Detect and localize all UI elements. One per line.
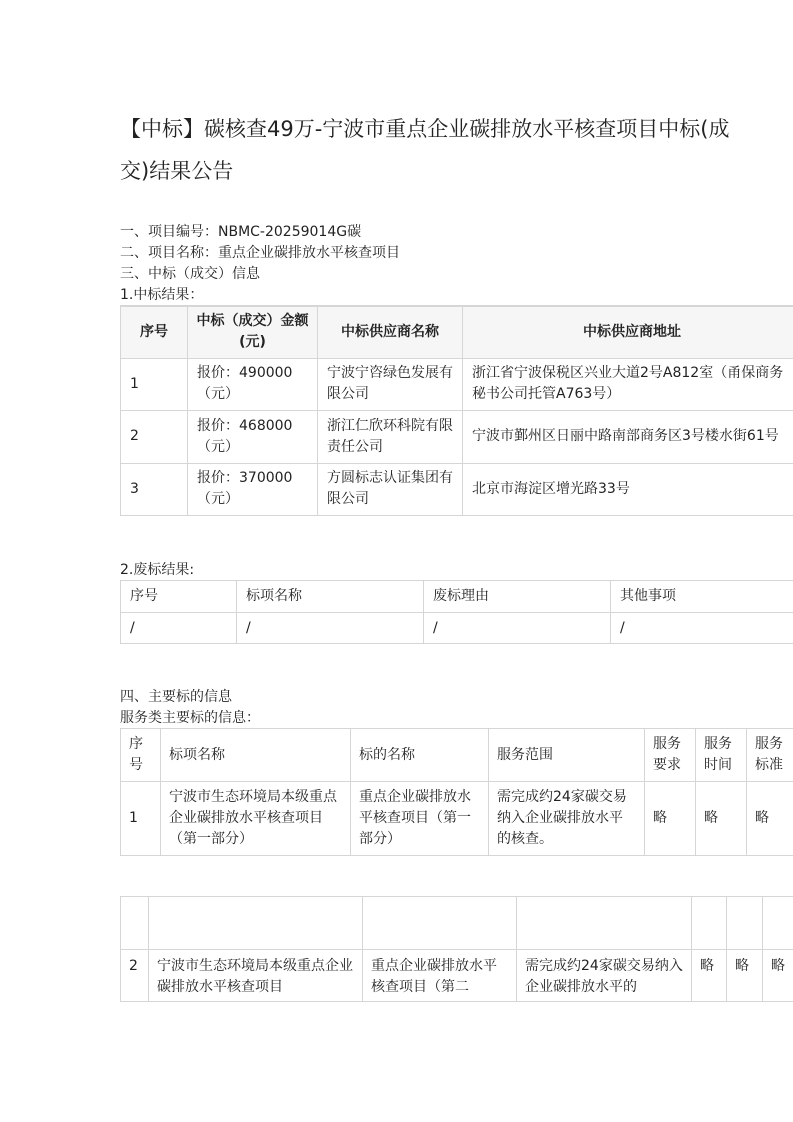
award-info-heading: 三、中标（成交）信息 <box>120 266 260 282</box>
row-index: 3 <box>121 463 188 515</box>
supplier-address: 浙江省宁波保税区兴业大道2号A812室（甬保商务秘书公司托管A763号） <box>463 358 793 410</box>
service-standard: 略 <box>763 950 793 1002</box>
supplier-name: 方圆标志认证集团有限公司 <box>318 463 463 515</box>
bid-amount: 报价：490000（元） <box>188 358 318 410</box>
column-header: 中标（成交）金额(元) <box>188 306 318 358</box>
empty-cell <box>517 897 692 950</box>
supplier-address: 北京市海淀区增光路33号 <box>463 463 793 515</box>
lot-name: 宁波市生态环境局本级重点企业碳排放水平核查项目（第一部分） <box>161 782 351 856</box>
project-number: 一、项目编号：NBMC-20259014G碳 <box>120 224 362 240</box>
main-subject-heading: 四、主要标的信息 <box>120 689 232 705</box>
column-header: 服务范围 <box>489 729 645 782</box>
column-header: 中标供应商名称 <box>318 306 463 358</box>
supplier-name: 浙江仁欣环科院有限责任公司 <box>318 410 463 463</box>
subject-name <box>363 950 517 1002</box>
column-header: 序号 <box>121 306 188 358</box>
award-result-table <box>120 305 793 516</box>
lot-name <box>149 950 363 1002</box>
table-row <box>121 782 793 856</box>
subject-table <box>120 728 793 856</box>
column-header: 序号 <box>121 581 237 613</box>
service-time: 略 <box>727 950 763 1002</box>
column-header: 其他事项 <box>611 581 793 613</box>
service-requirement: 略 <box>692 950 727 1002</box>
void-result-table <box>120 580 793 644</box>
empty-cell <box>727 897 763 950</box>
subject-name: 重点企业碳排放水平核查项目（第一部分） <box>351 782 489 856</box>
column-header: 标项名称 <box>237 581 424 613</box>
service-scope <box>517 950 692 1002</box>
supplier-name: 宁波宁咨绿色发展有限公司 <box>318 358 463 410</box>
supplier-address: 宁波市鄞州区日丽中路南部商务区3号楼水街61号 <box>463 410 793 463</box>
column-header: 标项名称 <box>161 729 351 782</box>
subject-table-continued <box>120 896 793 1002</box>
column-header: 服务标准 <box>747 729 793 782</box>
table-cell: / <box>121 613 237 644</box>
column-header: 服务时间 <box>696 729 747 782</box>
column-header: 序号 <box>121 729 161 782</box>
column-header: 标的名称 <box>351 729 489 782</box>
award-result-heading: 1.中标结果： <box>120 287 204 303</box>
row-index: 1 <box>121 782 161 856</box>
table-cell: / <box>424 613 611 644</box>
bid-amount: 报价：468000（元） <box>188 410 318 463</box>
subject-name-text: 重点企业碳排放水平核查项目（第二 <box>371 958 497 995</box>
empty-cell <box>121 897 149 950</box>
empty-cell <box>692 897 727 950</box>
row-index: 2 <box>121 410 188 463</box>
lot-name-text: 宁波市生态环境局本级重点企业碳排放水平核查项目 <box>157 958 353 995</box>
row-index: 1 <box>121 358 188 410</box>
column-header: 服务要求 <box>645 729 696 782</box>
empty-header-row <box>121 897 793 950</box>
bid-amount: 报价：370000（元） <box>188 463 318 515</box>
empty-cell <box>363 897 517 950</box>
table-row <box>121 950 793 1002</box>
page-title: 【中标】碳核查49万-宁波市重点企业碳排放水平核查项目中标(成交)结果公告 <box>120 117 730 183</box>
service-time: 略 <box>696 782 747 856</box>
service-scope-text: 需完成约24家碳交易纳入企业碳排放水平的 <box>525 958 683 995</box>
project-name: 二、项目名称：重点企业碳排放水平核查项目 <box>120 245 400 261</box>
table-header-row <box>121 581 793 613</box>
column-header: 废标理由 <box>424 581 611 613</box>
table-header-row <box>121 306 793 358</box>
empty-cell <box>149 897 363 950</box>
column-header: 中标供应商地址 <box>463 306 793 358</box>
table-row <box>121 410 793 463</box>
void-result-heading: 2.废标结果: <box>120 562 195 578</box>
table-row <box>121 358 793 410</box>
row-index: 2 <box>121 950 149 1002</box>
table-header-row <box>121 729 793 782</box>
service-scope: 需完成约24家碳交易纳入企业碳排放水平的核查。 <box>489 782 645 856</box>
service-requirement: 略 <box>645 782 696 856</box>
service-subject-heading: 服务类主要标的信息： <box>120 710 260 726</box>
empty-cell <box>763 897 793 950</box>
service-standard: 略 <box>747 782 793 856</box>
table-cell: / <box>237 613 424 644</box>
table-cell: / <box>611 613 793 644</box>
table-row <box>121 613 793 644</box>
table-row <box>121 463 793 515</box>
